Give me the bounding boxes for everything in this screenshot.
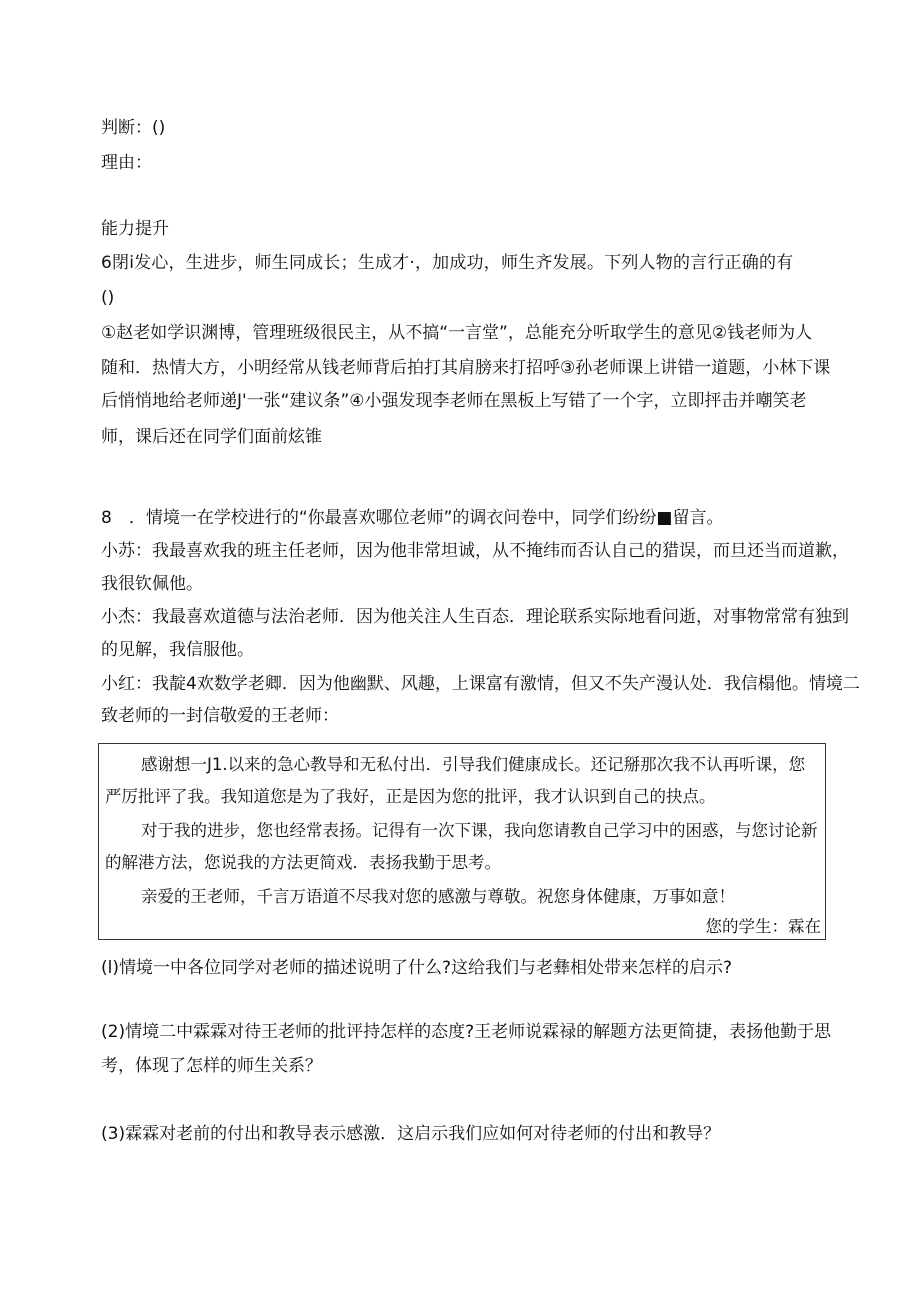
student-comment-jie: 的见解，我信服他。 — [101, 640, 254, 660]
student-comment-su: 小苏：我最喜欢我的班主任老师，因为他非常坦诚，从不掩纬而否认自己的猎误，而旦还当而道歉， — [101, 541, 849, 561]
question-6-stem: 6閉i发心，生进步，师生同成长；生成才·，加成功，师生齐发展。下列人物的言行正确的有 — [101, 253, 794, 273]
student-comment-jie: 小杰：我最喜欢道德与法治老师．因为他关注人生百态．理论联系实际地看问逝，对事物常常有独到 — [101, 607, 849, 627]
letter-signature: 您的学生：霖在 — [705, 917, 821, 936]
student-comment-hong: 小红：我靛4欢数学老卿．因为他幽默、风趣，上课富有激情，但又不失产漫认处．我信榻他。情境二 — [101, 674, 860, 694]
question-6-options-line: 随和．热情大方，小明经常从钱老师背后拍打其肩膀来打招呼③孙老师课上讲错一道题，小林下课 — [101, 358, 831, 378]
sub-question-3: (3)霖霖对老前的付出和教导表示感激．这启示我们应如何对待老师的付出和教导？ — [101, 1124, 721, 1144]
letter-paragraph: 对于我的进步，您也经常表扬。记得有一次下课，我向您请教自己学习中的困惑，与您讨论新 — [141, 821, 818, 840]
reason-line: 理由： — [101, 153, 152, 173]
letter-box — [98, 743, 826, 940]
student-comment-su: 我很钦佩他。 — [101, 574, 203, 594]
judge-line: 判断：() — [101, 118, 166, 138]
question-6-options-line: ①赵老如学识渊博，管理班级很民主，从不搞“一言堂”，总能充分听取学生的意见②钱老师为人 — [101, 323, 813, 343]
letter-heading: 致老师的一封信敬爱的王老师： — [101, 706, 339, 726]
question-6-options-line: 后悄悄地给老师递J'一张“建议条”④小强发现李老师在黑板上写错了一个字，立即抨击并嘲笑老 — [101, 391, 807, 411]
sub-question-2: 考，体现了怎样的师生关系？ — [101, 1056, 322, 1076]
sub-question-2: (2)情境二中霖霖对待王老师的批评持怎样的态度?王老师说霖禄的解题方法更简捷，表扬他勤于思 — [101, 1022, 832, 1042]
answer-paren: () — [101, 288, 115, 308]
question-8-intro: 8 ．情境一在学校进行的“你最喜欢哪位老师”的调衣问卷中，同学们纷纷■留言。 — [101, 508, 724, 528]
letter-paragraph: 亲爱的王老师，千言万语道不尽我对您的感激与尊敬。祝您身体健康，万事如意！ — [141, 887, 735, 906]
sub-question-1: (l)情境一中各位同学对老师的描述说明了什么?这给我们与老彝相处带来怎样的启示? — [101, 958, 733, 978]
letter-paragraph: 严厉批评了我。我知道您是为了我好，正是因为您的批评，我才认识到自己的抉点。 — [105, 787, 716, 806]
question-6-options-line: 师，课后还在同学们面前炫锥 — [101, 427, 322, 447]
section-heading: 能力提升 — [101, 219, 169, 239]
letter-paragraph: 的解港方法，您说我的方法更简戏．表扬我勤于思考。 — [105, 853, 501, 872]
letter-paragraph: 感谢想一J1.以来的急心教导和无私付出．引导我们健康成长。还记掰那次我不认再听课，您 — [141, 755, 806, 774]
